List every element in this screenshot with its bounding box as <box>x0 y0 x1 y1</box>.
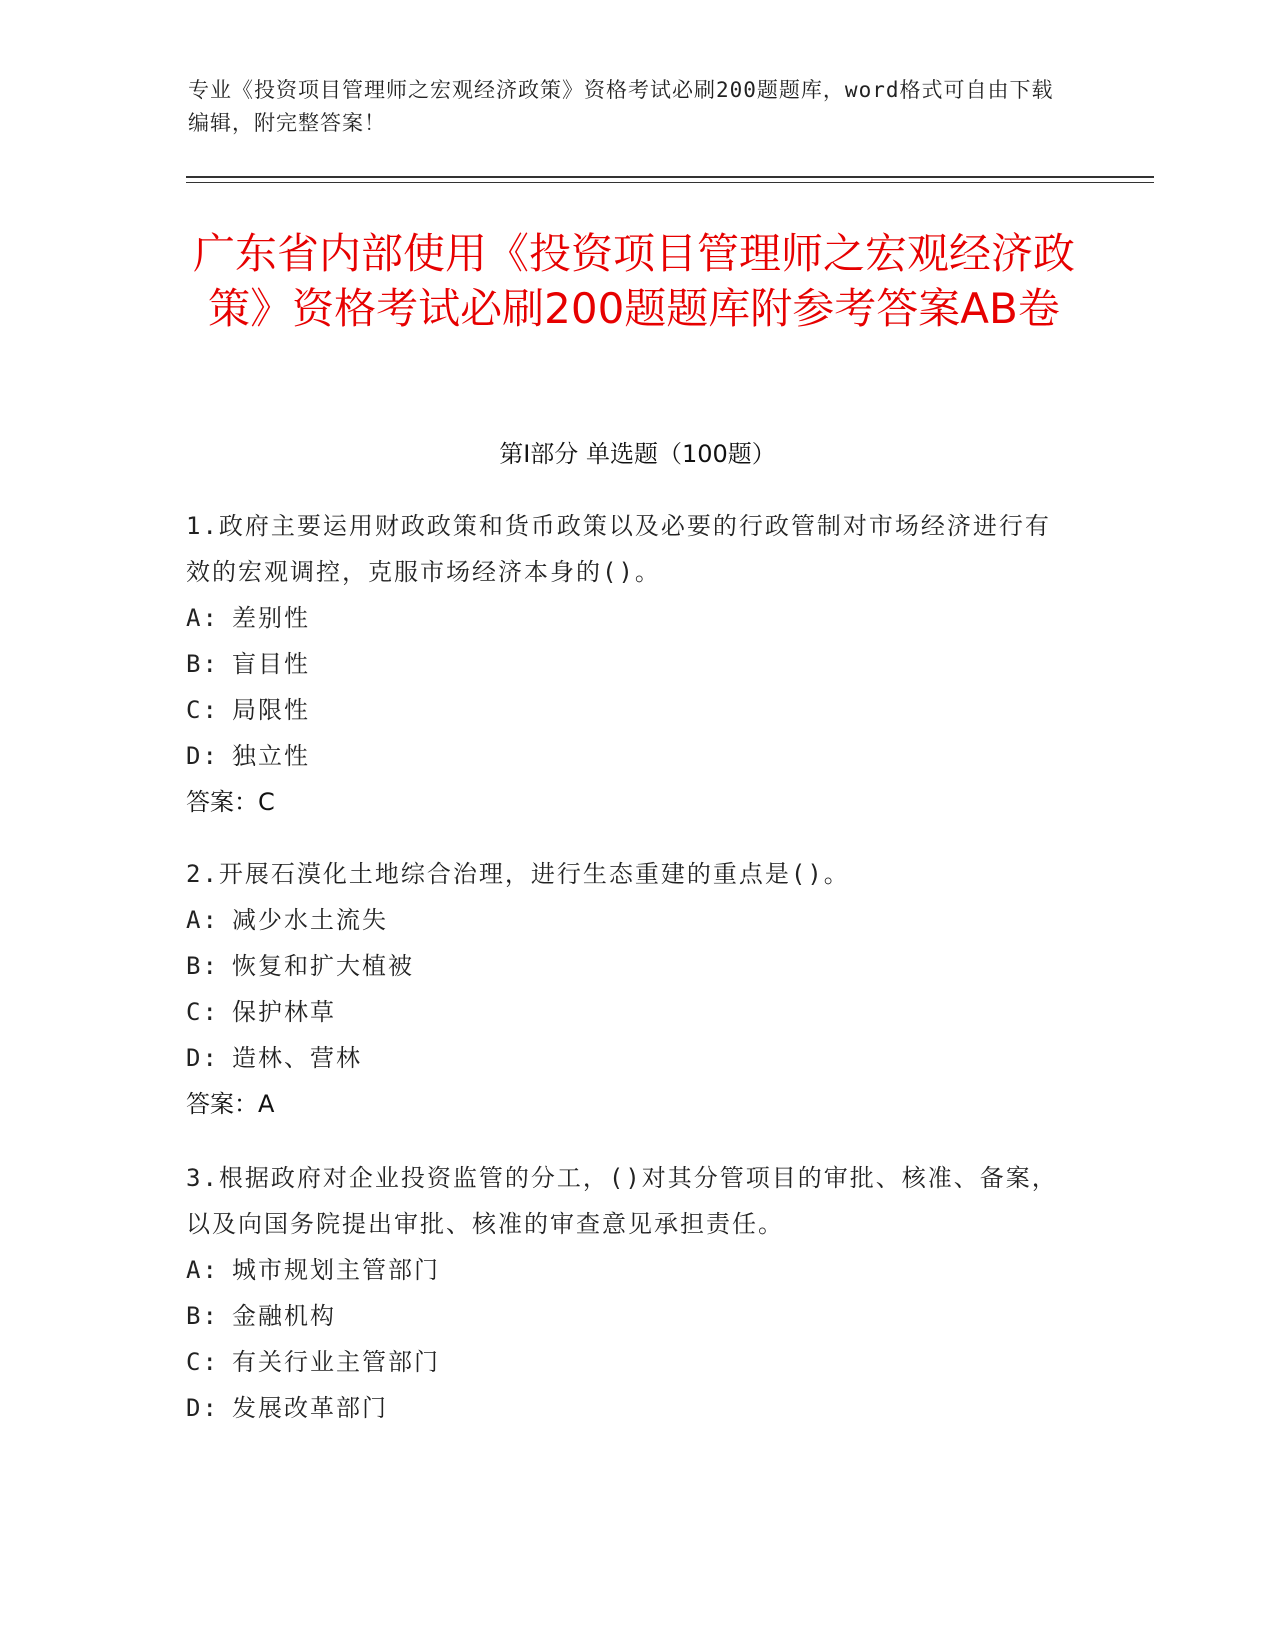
option-b <box>186 1293 1066 1339</box>
question-stem: 2.开展石漠化土地综合治理，进行生态重建的重点是()。 <box>186 860 850 888</box>
option-c <box>186 989 1066 1035</box>
question-2 <box>186 851 1066 1127</box>
answer-line: 答案：A <box>186 1090 275 1118</box>
option-b <box>186 641 1066 687</box>
option-text: 造林、营林 <box>232 1044 362 1072</box>
question-stem: 3.根据政府对企业投资监管的分工，()对其分管项目的审批、核准、备案，以及向国务院提出审批、核准的审查意见承担责任。 <box>186 1164 1058 1238</box>
option-key: A: <box>186 604 219 632</box>
header-divider-thick <box>186 176 1154 178</box>
option-key: B: <box>186 1302 219 1330</box>
option-d <box>186 1385 1066 1431</box>
option-text: 保护林草 <box>232 998 336 1026</box>
option-d <box>186 733 1066 779</box>
option-text: 盲目性 <box>232 650 310 678</box>
option-text: 发展改革部门 <box>232 1394 388 1422</box>
option-key: A: <box>186 1256 219 1284</box>
option-key: C: <box>186 1348 219 1376</box>
header-divider-thin <box>186 182 1154 183</box>
option-key: D: <box>186 1394 219 1422</box>
option-text: 恢复和扩大植被 <box>232 952 414 980</box>
option-a <box>186 897 1066 943</box>
option-key: C: <box>186 998 219 1026</box>
option-text: 局限性 <box>232 696 310 724</box>
option-a <box>186 1247 1066 1293</box>
option-b <box>186 943 1066 989</box>
option-key: A: <box>186 906 219 934</box>
header-note: 专业《投资项目管理师之宏观经济政策》资格考试必刷200题题库，word格式可自由下载编辑，附完整答案！ <box>188 78 1054 135</box>
option-text: 独立性 <box>232 742 310 770</box>
question-stem: 1.政府主要运用财政政策和货币政策以及必要的行政管制对市场经济进行有效的宏观调控，克服市场经济本身的()。 <box>186 512 1051 586</box>
option-c <box>186 687 1066 733</box>
option-c <box>186 1339 1066 1385</box>
option-text: 减少水土流失 <box>232 906 388 934</box>
option-text: 差别性 <box>232 604 310 632</box>
question-1 <box>186 503 1066 825</box>
option-key: B: <box>186 952 219 980</box>
option-text: 有关行业主管部门 <box>232 1348 440 1376</box>
answer-line: 答案：C <box>186 788 275 816</box>
option-key: D: <box>186 1044 219 1072</box>
option-text: 金融机构 <box>232 1302 336 1330</box>
option-d <box>186 1035 1066 1081</box>
option-key: C: <box>186 696 219 724</box>
question-3 <box>186 1155 1066 1431</box>
section-heading: 第Ⅰ部分 单选题（100题） <box>499 440 776 468</box>
document-title: 广东省内部使用《投资项目管理师之宏观经济政策》资格考试必刷200题题库附参考答案AB卷 <box>192 229 1075 333</box>
option-key: B: <box>186 650 219 678</box>
option-key: D: <box>186 742 219 770</box>
option-a <box>186 595 1066 641</box>
option-text: 城市规划主管部门 <box>232 1256 440 1284</box>
